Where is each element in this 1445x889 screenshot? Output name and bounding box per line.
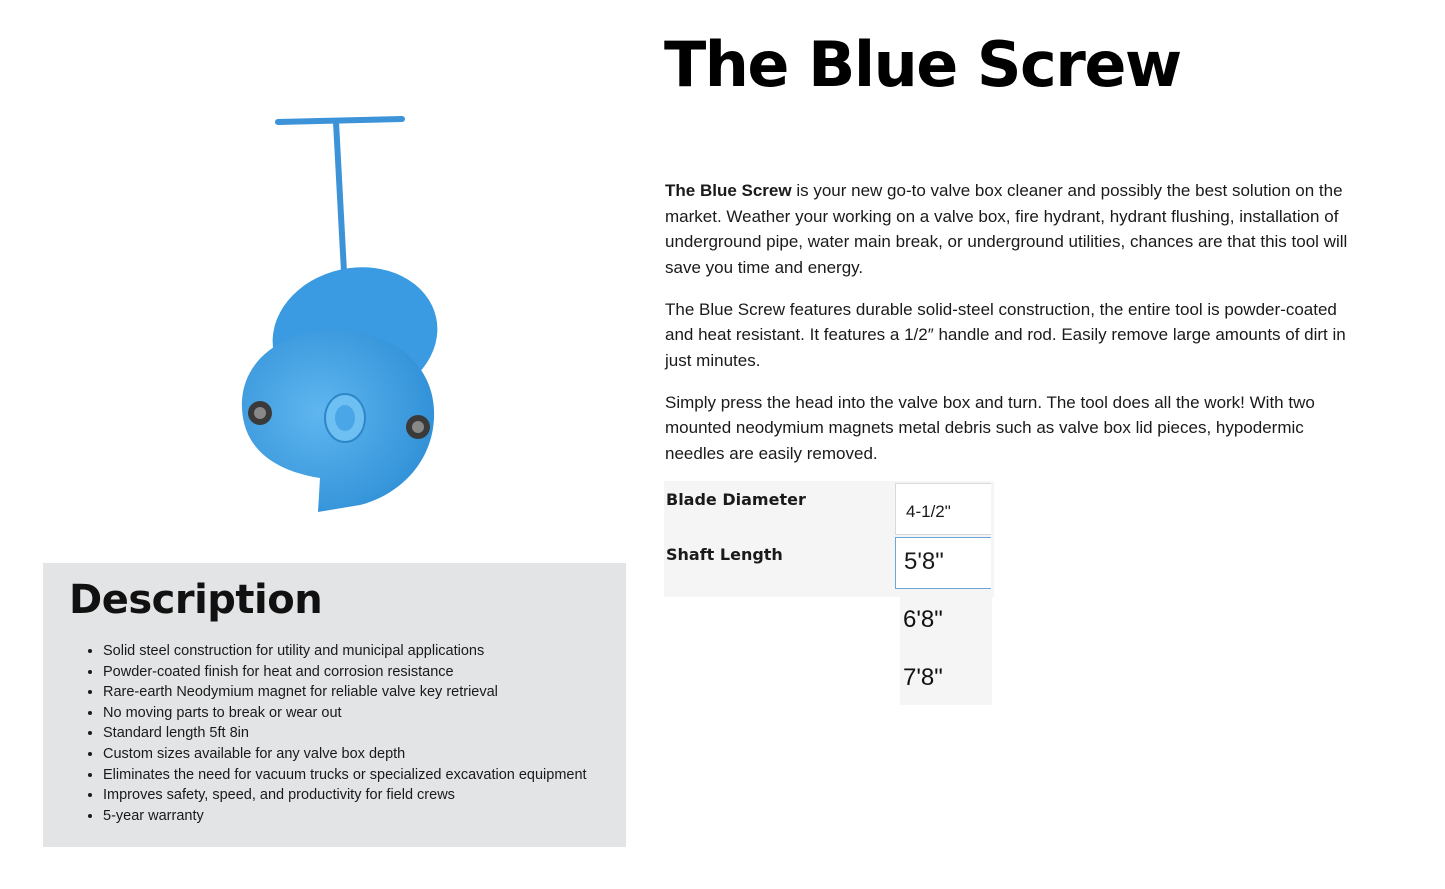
blue-screw-auger-icon — [200, 100, 500, 530]
brand-name-bold: The Blue Screw — [665, 181, 792, 200]
intro-paragraph-1 — [665, 178, 1355, 280]
product-description-text — [665, 178, 1355, 483]
product-title: The Blue Screw — [664, 28, 1181, 101]
intro-paragraph-2: The Blue Screw features durable solid-steel construction, the entire tool is powder-coated and heat resistant. It features a 1/2″ handle and rod. Easily remove large amounts of dirt in just minutes. — [665, 299, 1346, 370]
list-item: • Solid steel construction for utility and municipal applications — [103, 641, 626, 662]
blade-diameter-select[interactable]: 4-1/2" — [895, 483, 991, 535]
list-item: • 5-year warranty — [103, 806, 626, 827]
description-heading: Description — [69, 577, 323, 623]
product-options — [664, 481, 994, 597]
list-item: • Eliminates the need for vacuum trucks or specialized excavation equipment — [103, 765, 626, 786]
product-image — [200, 100, 500, 530]
description-list — [69, 641, 626, 826]
list-item: • Improves safety, speed, and productivity for field crews — [103, 785, 626, 806]
shaft-length-label: Shaft Length — [666, 545, 783, 564]
description-panel — [43, 563, 626, 847]
shaft-length-select[interactable]: 5'8" — [895, 537, 991, 589]
shaft-option-7-8[interactable]: 7'8" — [903, 664, 943, 691]
list-item: • Powder-coated finish for heat and corrosion resistance — [103, 662, 626, 683]
intro-paragraph-1-text: is your new go-to valve box cleaner and possibly the best solution on the market. Weather your working on a valve box, fire hydrant, hydrant flushing, installation of underground pipe, water main break, or underground utilities, chances are that this tool will save you time and energy. — [665, 181, 1348, 277]
list-item: • Custom sizes available for any valve box depth — [103, 744, 626, 765]
blade-diameter-label: Blade Diameter — [666, 490, 806, 509]
list-item: • Rare-earth Neodymium magnet for reliable valve key retrieval — [103, 682, 626, 703]
shaft-length-dropdown — [900, 597, 992, 705]
list-item: • No moving parts to break or wear out — [103, 703, 626, 724]
shaft-option-6-8[interactable]: 6'8" — [903, 606, 943, 633]
intro-paragraph-3: Simply press the head into the valve box and turn. The tool does all the work! With two mounted neodymium magnets metal debris such as valve box lid pieces, hypodermic needles are easily removed. — [665, 392, 1315, 463]
list-item: • Standard length 5ft 8in — [103, 723, 626, 744]
